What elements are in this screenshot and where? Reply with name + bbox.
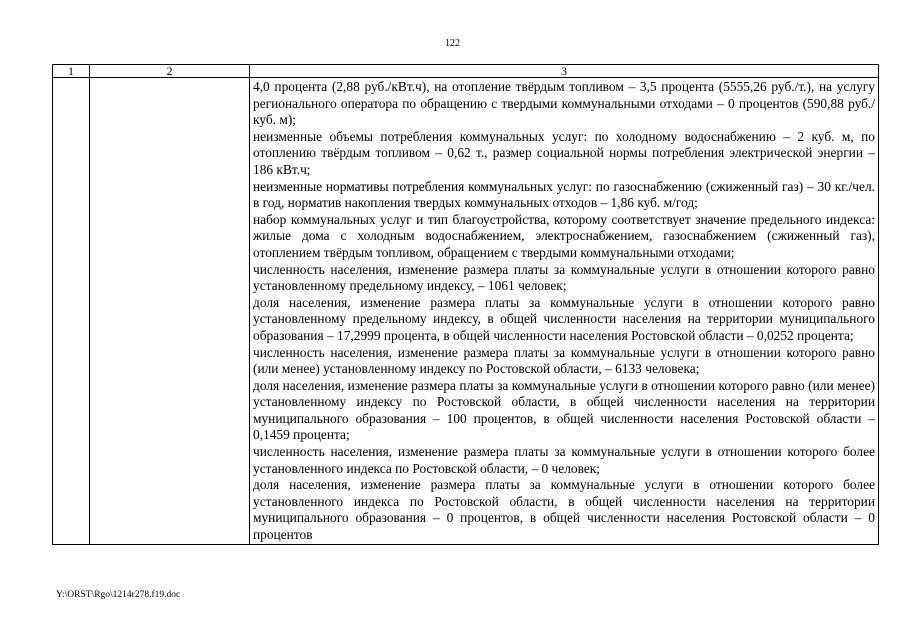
paragraph: неизменные объемы потребления коммунальных услуг: по холодному водоснабжению – 2 куб. м, по отоплению твёрдым топливом – 0,62 т., размер социальной нормы потребления электрической энергии – 186 кВт.ч; [253,128,875,177]
column-header-3: 3 [250,65,879,78]
page-number: 122 [445,38,460,49]
table-cell-col3 [250,78,879,545]
paragraph: неизменные нормативы потребления коммунальных услуг: по газоснабжению (сжиженный газ) – 30 кг./чел. в год, норматив накопления твердых коммунальных отходов – 1,86 куб. м/год; [253,178,875,211]
paragraph: численность населения, изменение размера платы за коммунальные услуги в отношении которого более установленного индекса по Ростовской области, – 0 человек; [253,444,875,476]
table-cell-col2 [90,78,250,545]
paragraph: численность населения, изменение размера платы за коммунальные услуги в отношении которого равно (или менее) установленному индексу по Ростовской области, – 6133 человека; [253,344,875,377]
document-table [52,64,879,545]
paragraph: численность населения, изменение размера платы за коммунальные услуги в отношении которого равно установленному предельному индексу, – 1061 человек; [253,261,875,294]
paragraph: доля населения, изменение размера платы за коммунальные услуги в отношении которого более установленного индекса по Ростовской области, в общей численности населения на территории муниципального образования – 0 процентов, в общей численности населения Ростовской области – 0 процентов [253,477,875,543]
column-header-1: 1 [53,65,90,78]
table-row [53,78,879,545]
footer-file-path: Y:\ORST\Rgo\1214r278.f19.doc [56,590,181,600]
column-header-2: 2 [90,65,250,78]
paragraph: 4,0 процента (2,88 руб./кВт.ч), на отопление твёрдым топливом – 3,5 процента (5555,26 руб./т.), на услугу регионального оператора по обращению с твердыми коммунальными отходами – 0 процентов (590,88 руб./куб. м); [253,79,875,128]
paragraph: доля населения, изменение размера платы за коммунальные услуги в отношении которого равно (или менее) установленному индексу по Ростовской области, в общей численности населения на территории муниципального образования – 100 процентов, в общей численности населения Ростовской области – 0,1459 процента; [253,377,875,443]
table-cell-col1 [53,78,90,545]
paragraph: доля населения, изменение размера платы за коммунальные услуги в отношении которого равно установленному предельному индексу, в общей численности населения на территории муниципального образования – 17,2999 процента, в общей численности населения Ростовской области – 0,0252 процента; [253,294,875,343]
paragraph: набор коммунальных услуг и тип благоустройства, которому соответствует значение предельного индекса: жилые дома с холодным водоснабжением, электроснабжением, газоснабжением (сжиженный газ), отоплением твёрдым топливом, обращением с твердыми коммунальными отходами; [253,211,875,260]
table-header-row [53,65,879,78]
